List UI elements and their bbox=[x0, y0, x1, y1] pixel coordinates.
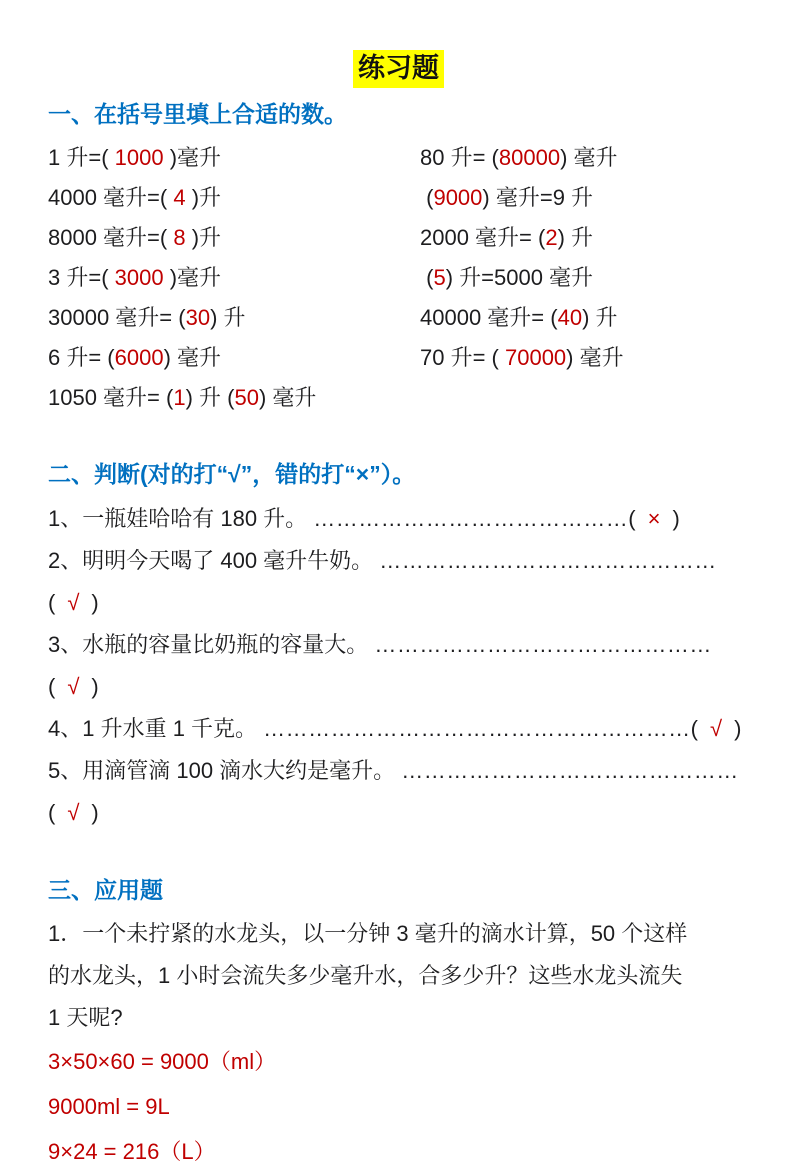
answer-value: 3000 bbox=[114, 264, 164, 290]
text-segment: 8000 毫升=( bbox=[48, 224, 174, 250]
paren-open: ( bbox=[48, 673, 56, 699]
fill-item bbox=[48, 378, 420, 418]
judgment-text: 2、明明今天喝了 400 毫升牛奶。 bbox=[48, 547, 380, 573]
fill-item bbox=[48, 258, 420, 298]
text-segment: 4000 毫升=( bbox=[48, 184, 174, 210]
text-segment: ) 升 bbox=[557, 224, 594, 250]
solution-line: 3×50×60 = 9000（ml） bbox=[48, 1049, 277, 1075]
text-segment: 80 升= ( bbox=[420, 144, 499, 170]
text-segment: ( bbox=[420, 264, 434, 290]
dots-leader: ……………………………………… bbox=[374, 631, 712, 657]
text-segment: ) 毫升 bbox=[258, 384, 317, 410]
answer-value: 70000 bbox=[504, 344, 567, 370]
title-row bbox=[48, 50, 749, 88]
paren-open: ( bbox=[48, 589, 56, 615]
page-title: 练习题 bbox=[353, 50, 444, 88]
fill-row bbox=[48, 298, 749, 338]
dots-leader: ……………………………………… bbox=[379, 547, 717, 573]
section-application bbox=[48, 876, 749, 1174]
fill-row bbox=[48, 138, 749, 178]
fill-item bbox=[420, 138, 749, 178]
fill-item bbox=[420, 338, 749, 378]
judgment-item bbox=[48, 750, 749, 834]
answer-mark: √ bbox=[67, 673, 80, 699]
fill-item bbox=[48, 338, 420, 378]
text-segment: 70 升= ( bbox=[420, 344, 505, 370]
text-segment: 1050 毫升= ( bbox=[48, 384, 174, 410]
answer-mark: √ bbox=[67, 799, 80, 825]
solution-line: 9000ml = 9L bbox=[48, 1094, 170, 1120]
text-segment: ) 升 bbox=[582, 304, 618, 330]
paren-open: ( bbox=[628, 505, 636, 531]
paren-close: ) bbox=[672, 505, 680, 531]
fill-row bbox=[48, 218, 749, 258]
fill-item bbox=[420, 258, 749, 298]
fill-item bbox=[420, 218, 749, 258]
fill-item bbox=[48, 138, 420, 178]
text-segment: 1 升=( bbox=[48, 144, 115, 170]
paren-open: ( bbox=[48, 799, 56, 825]
fill-item bbox=[48, 218, 420, 258]
text-segment: ) 毫升 bbox=[560, 144, 618, 170]
fill-item bbox=[48, 298, 420, 338]
answer-value: 80000 bbox=[498, 144, 561, 170]
fill-row bbox=[48, 338, 749, 378]
text-segment: 3 升=( bbox=[48, 264, 115, 290]
section-fill-blanks bbox=[48, 100, 749, 418]
section1-heading: 一、在括号里填上合适的数。 bbox=[48, 100, 347, 127]
answer-value: 1 bbox=[173, 384, 186, 410]
text-segment: ) 升 ( bbox=[185, 384, 235, 410]
answer-value: 8 bbox=[173, 224, 186, 250]
paren-close: ) bbox=[91, 589, 99, 615]
paren-close: ) bbox=[734, 715, 742, 741]
judgment-text: 3、水瓶的容量比奶瓶的容量大。 bbox=[48, 631, 375, 657]
text-segment: 30000 毫升= ( bbox=[48, 304, 186, 330]
fill-item bbox=[48, 178, 420, 218]
answer-value: 4 bbox=[173, 184, 186, 210]
text-segment: ) 毫升 bbox=[163, 344, 222, 370]
judgment-text: 4、1 升水重 1 千克。 bbox=[48, 715, 264, 741]
text-segment: )升 bbox=[185, 224, 222, 250]
answer-value: 5 bbox=[433, 264, 446, 290]
fill-row bbox=[48, 378, 749, 418]
text-segment: 40000 毫升= ( bbox=[420, 304, 558, 330]
problem-line: 的水龙头，1 小时会流失多少毫升水，合多少升？这些水龙头流失 bbox=[48, 963, 683, 989]
judgment-item bbox=[48, 624, 749, 708]
text-segment: )毫升 bbox=[163, 144, 222, 170]
dots-leader: …………………………………… bbox=[313, 505, 629, 531]
answer-mark: × bbox=[647, 505, 661, 531]
text-segment: 6 升= ( bbox=[48, 344, 115, 370]
answer-value: 6000 bbox=[114, 344, 164, 370]
answer-mark: √ bbox=[67, 589, 80, 615]
answer-value: 9000 bbox=[433, 184, 483, 210]
dots-leader: ……………………………………… bbox=[401, 757, 739, 783]
text-segment: ) 升=5000 毫升 bbox=[445, 264, 594, 290]
answer-value: 30 bbox=[185, 304, 211, 330]
judgment-text: 1、一瓶娃哈哈有 180 升。 bbox=[48, 505, 314, 531]
fill-item bbox=[420, 298, 749, 338]
judgment-text: 5、用滴管滴 100 滴水大约是毫升。 bbox=[48, 757, 402, 783]
answer-value: 40 bbox=[557, 304, 583, 330]
fill-item bbox=[420, 178, 749, 218]
text-segment: ) 毫升=9 升 bbox=[482, 184, 594, 210]
answer-value: 2 bbox=[545, 224, 558, 250]
text-segment: ) 升 bbox=[210, 304, 246, 330]
solution-line: 9×24 = 216（L） bbox=[48, 1139, 216, 1165]
paren-close: ) bbox=[91, 673, 99, 699]
section2-heading: 二、判断(对的打“√”，错的打“×”）。 bbox=[48, 460, 416, 487]
paren-close: ) bbox=[91, 799, 99, 825]
answer-value: 1000 bbox=[114, 144, 164, 170]
answer-mark: √ bbox=[709, 715, 723, 741]
section3-heading: 三、应用题 bbox=[48, 876, 163, 903]
judgment-item bbox=[48, 708, 749, 750]
text-segment: )毫升 bbox=[163, 264, 222, 290]
text-segment: ( bbox=[420, 184, 434, 210]
text-segment: ) 毫升 bbox=[566, 344, 624, 370]
judgment-item bbox=[48, 498, 749, 540]
text-segment: 2000 毫升= ( bbox=[420, 224, 546, 250]
fill-row bbox=[48, 258, 749, 298]
paren-open: ( bbox=[690, 715, 698, 741]
section-judgment bbox=[48, 460, 749, 834]
fill-row bbox=[48, 178, 749, 218]
judgment-item bbox=[48, 540, 749, 624]
problem-line: 1 天呢? bbox=[48, 1005, 123, 1031]
answer-value: 50 bbox=[234, 384, 259, 410]
text-segment: )升 bbox=[185, 184, 222, 210]
dots-leader: ………………………………………………… bbox=[263, 715, 691, 741]
problem-line: 1．一个未拧紧的水龙头，以一分钟 3 毫升的滴水计算，50 个这样 bbox=[48, 921, 688, 947]
